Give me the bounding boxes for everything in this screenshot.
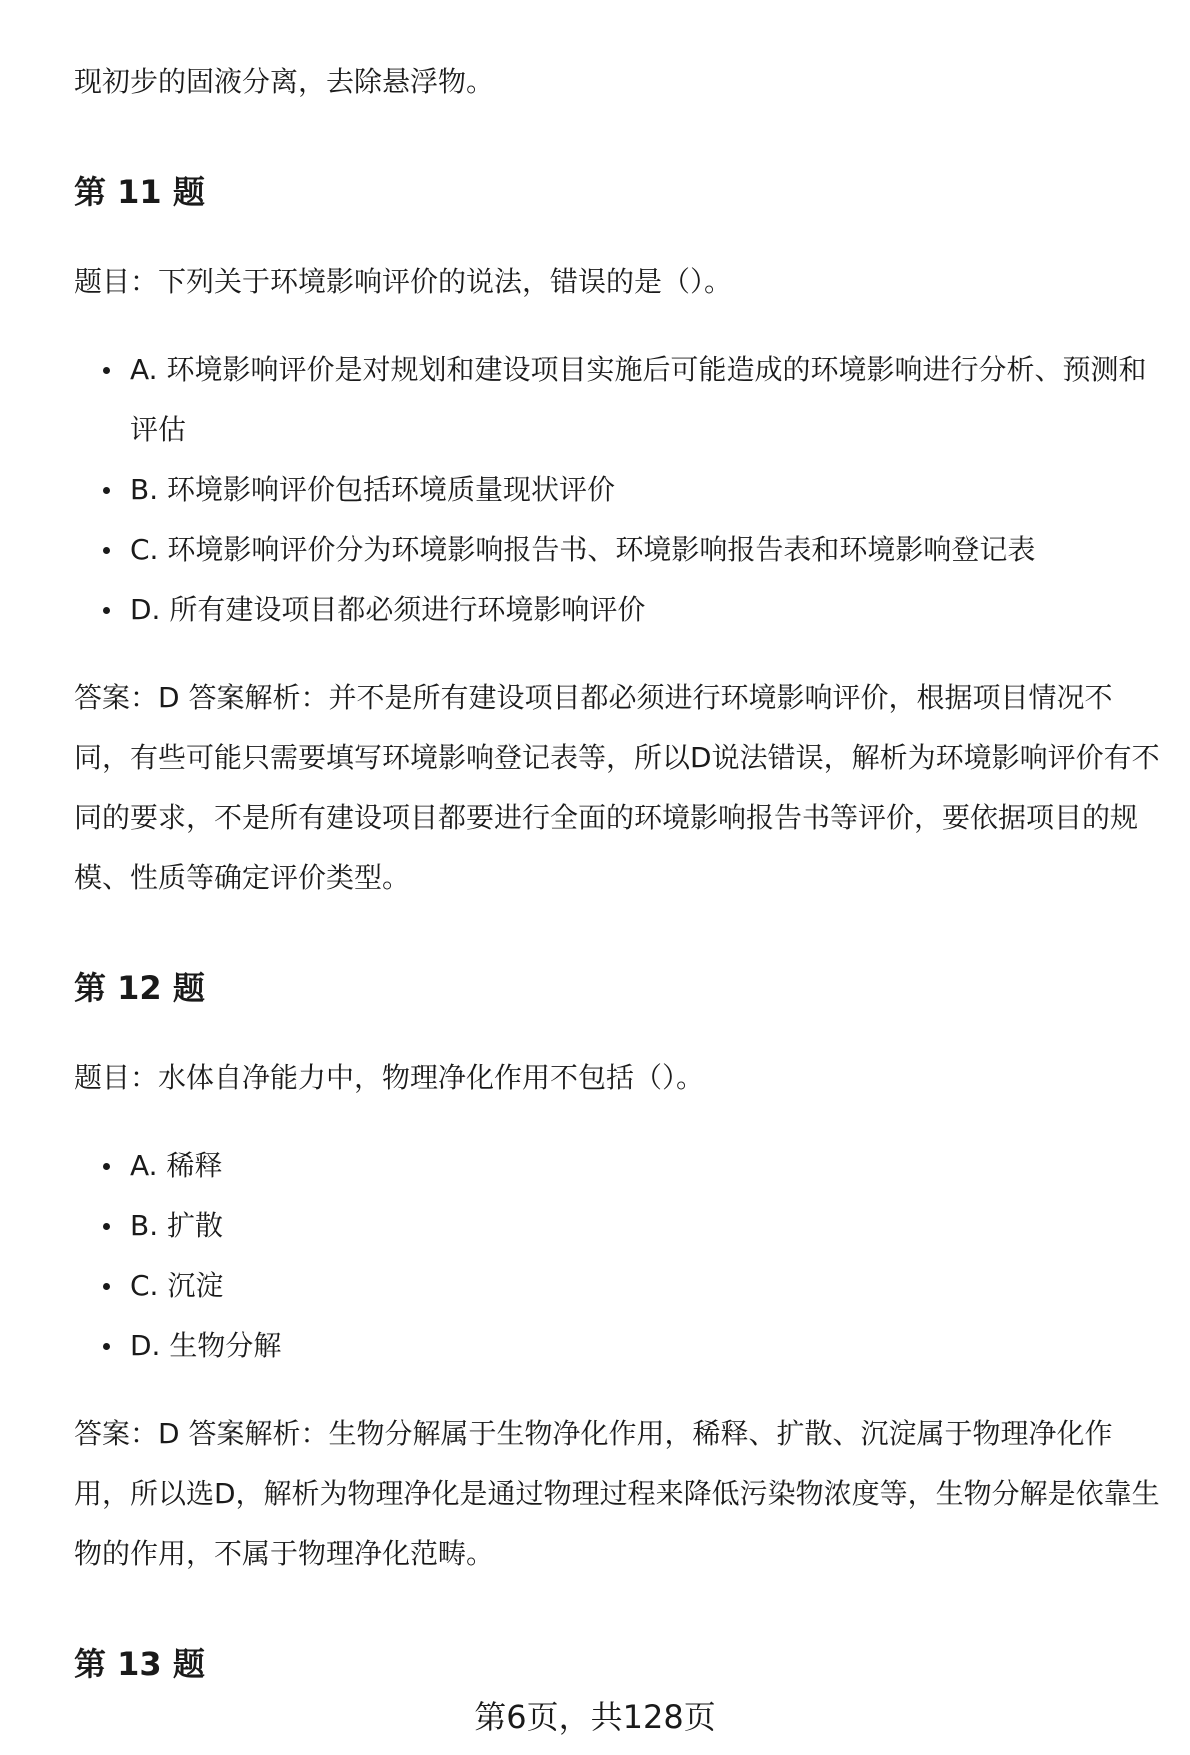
option-a: A. 环境影响评价是对规划和建设项目实施后可能造成的环境影响进行分析、预测和评估 — [130, 340, 1164, 460]
question-prompt: 题目：水体自净能力中，物理净化作用不包括（）。 — [74, 1061, 705, 1094]
option-b: B. 扩散 — [130, 1196, 1164, 1256]
continuation-text: 现初步的固液分离，去除悬浮物。 — [74, 65, 495, 98]
page-footer: 第6页，共128页 — [474, 1698, 716, 1736]
document-page — [74, 0, 1164, 1684]
option-c: C. 沉淀 — [130, 1256, 1164, 1316]
option-b: B. 环境影响评价包括环境质量现状评价 — [130, 460, 1164, 520]
answer-explanation: 答案：D 答案解析：并不是所有建设项目都必须进行环境影响评价，根据项目情况不同，有些可能只需要填写环境影响登记表等，所以D说法错误，解析为环境影响评价有不同的要求，不是所有建设项目都要进行全面的环境影响报告书等评价，要依据项目的规模、性质等确定评价类型。 — [74, 681, 1160, 894]
answer-explanation: 答案：D 答案解析：生物分解属于生物净化作用，稀释、扩散、沉淀属于物理净化作用，所以选D，解析为物理净化是通过物理过程来降低污染物浓度等，生物分解是依靠生物的作用，不属于物理净化范畴。 — [74, 1417, 1160, 1570]
question-12 — [74, 968, 1164, 1584]
question-11 — [74, 172, 1164, 908]
question-title: 第 13 题 — [74, 1645, 205, 1683]
option-c: C. 环境影响评价分为环境影响报告书、环境影响报告表和环境影响登记表 — [130, 520, 1164, 580]
question-prompt: 题目：下列关于环境影响评价的说法，错误的是（）。 — [74, 265, 733, 298]
options-list — [74, 340, 1164, 640]
option-a: A. 稀释 — [130, 1136, 1164, 1196]
question-title: 第 12 题 — [74, 969, 205, 1007]
question-title: 第 11 题 — [74, 173, 205, 211]
question-13 — [74, 1644, 1164, 1684]
option-d: D. 所有建设项目都必须进行环境影响评价 — [130, 580, 1164, 640]
options-list — [74, 1136, 1164, 1376]
option-d: D. 生物分解 — [130, 1316, 1164, 1376]
